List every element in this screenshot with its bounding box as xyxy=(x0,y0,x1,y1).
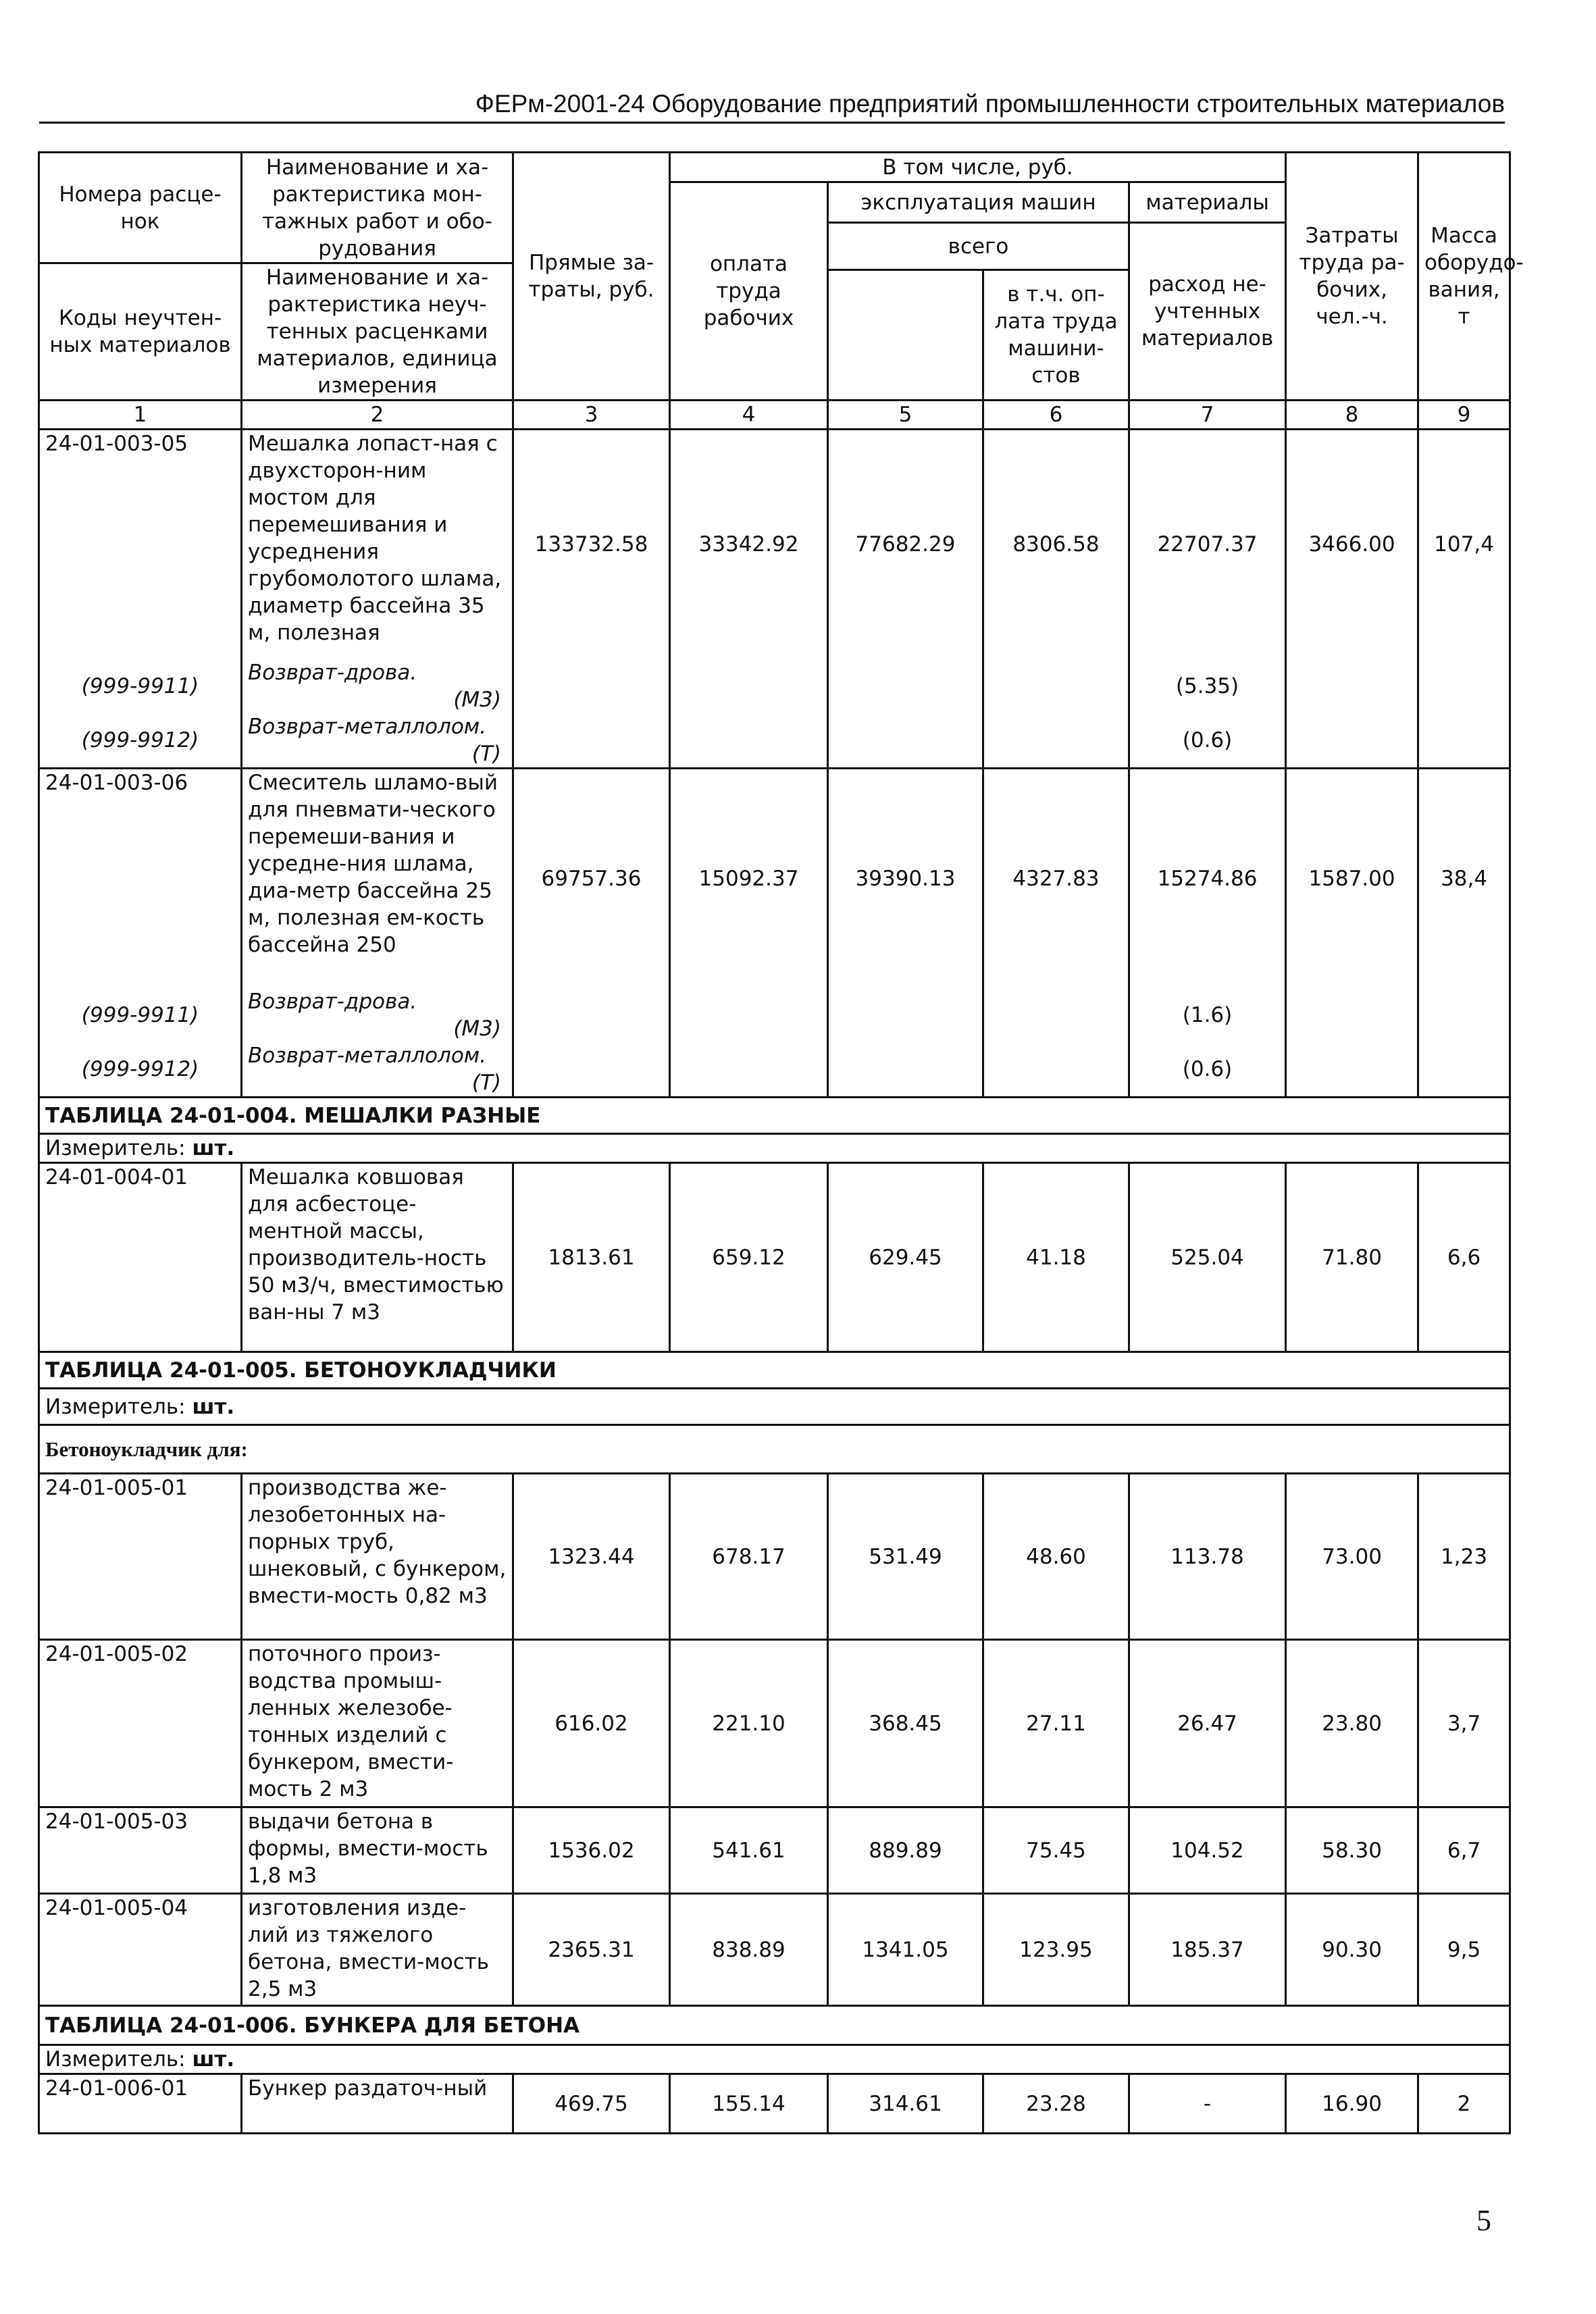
machines-total: 314.61 xyxy=(828,2074,983,2134)
equipment-mass: 38,4 xyxy=(1418,768,1510,988)
material-row xyxy=(39,659,1510,713)
colnum: 6 xyxy=(983,401,1129,430)
material-unit: (Т) xyxy=(471,741,501,766)
material-label: Возврат-металлолом. xyxy=(248,714,487,739)
th-machines: эксплуатация машин xyxy=(828,182,1129,223)
machinists-wages: 8306.58 xyxy=(983,430,1129,659)
measure-line xyxy=(39,1389,1510,1425)
material-name xyxy=(242,1042,513,1098)
rate-name: выдачи бетона в формы, вмести-мость 1,8 м3 xyxy=(242,1807,513,1894)
labor-hours: 1587.00 xyxy=(1286,768,1418,988)
material-row xyxy=(39,713,1510,769)
wages: 15092.37 xyxy=(670,768,828,988)
rate-name: производства же-лезобетонных на-порных труб, шнековый, с бункером, вмести-мость 0,82 м3 xyxy=(242,1474,513,1640)
materials: 22707.37 xyxy=(1129,430,1286,659)
wages: 221.10 xyxy=(670,1640,828,1807)
machines-total: 39390.13 xyxy=(828,768,983,988)
materials: 113.78 xyxy=(1129,1474,1286,1640)
material-unit: (М3) xyxy=(453,1017,501,1041)
table-row xyxy=(39,1640,1510,1807)
materials: 185.37 xyxy=(1129,1894,1286,2006)
material-unit: (Т) xyxy=(471,1071,501,1095)
machines-total: 1341.05 xyxy=(828,1894,983,2006)
measure-value: шт. xyxy=(192,2047,235,2072)
labor-hours: 16.90 xyxy=(1286,2074,1418,2134)
materials: 15274.86 xyxy=(1129,768,1286,988)
th-name-materials: Наименование и ха-рактеристика неуч-тенных расценками материалов, единица измерения xyxy=(242,263,513,401)
th-rate-numbers: Номера расце-нок xyxy=(39,153,242,263)
rate-name: поточного произ-водства промыш-ленных железобе-тонных изделий с бункером, вмести-мость 2 м3 xyxy=(242,1640,513,1807)
materials: 104.52 xyxy=(1129,1807,1286,1894)
table-row xyxy=(39,1163,1510,1352)
rate-code: 24-01-005-04 xyxy=(39,1894,242,2006)
measure-line xyxy=(39,1134,1510,1163)
colnum: 3 xyxy=(513,401,670,430)
measure-value: шт. xyxy=(192,1394,235,1419)
materials: - xyxy=(1129,2074,1286,2134)
table-row xyxy=(39,430,1510,659)
wages: 541.61 xyxy=(670,1807,828,1894)
th-total-sub xyxy=(828,270,983,401)
direct-costs: 69757.36 xyxy=(513,768,670,988)
material-code: (999-9912) xyxy=(39,1042,242,1098)
material-code: (999-9911) xyxy=(39,659,242,713)
labor-hours: 73.00 xyxy=(1286,1474,1418,1640)
machines-total: 629.45 xyxy=(828,1163,983,1352)
rate-name: Смеситель шламо-вый для пневмати-ческого перемеши-вания и усредне-ния шлама, диа-метр бассейна 25 м, полезная ем-кость бассейна 250 xyxy=(242,768,513,988)
material-consumption: (1.6) xyxy=(1129,988,1286,1042)
th-unmatched-codes: Коды неучтен-ных материалов xyxy=(39,263,242,401)
material-unit: (М3) xyxy=(453,687,501,712)
direct-costs: 1813.61 xyxy=(513,1163,670,1352)
material-label: Возврат-дрова. xyxy=(248,989,417,1014)
material-row xyxy=(39,988,1510,1042)
th-materials: материалы xyxy=(1129,182,1286,223)
th-direct-costs: Прямые за-траты, руб. xyxy=(513,153,670,401)
th-including: В том числе, руб. xyxy=(670,153,1286,182)
labor-hours: 58.30 xyxy=(1286,1807,1418,1894)
colnum: 5 xyxy=(828,401,983,430)
machinists-wages: 4327.83 xyxy=(983,768,1129,988)
wages: 33342.92 xyxy=(670,430,828,659)
wages: 678.17 xyxy=(670,1474,828,1640)
wages: 155.14 xyxy=(670,2074,828,2134)
colnum: 2 xyxy=(242,401,513,430)
measure-label: Измеритель: xyxy=(45,2047,186,2072)
rate-name: Мешалка ковшовая для асбестоце-ментной массы, производитель-ность 50 м3/ч, вместимостью ван-ны 7 м3 xyxy=(242,1163,513,1352)
table-row xyxy=(39,1474,1510,1640)
material-name xyxy=(242,988,513,1042)
th-name-works: Наименование и ха-рактеристика мон-тажных работ и обо-рудования xyxy=(242,153,513,263)
machinists-wages: 23.28 xyxy=(983,2074,1129,2134)
direct-costs: 1323.44 xyxy=(513,1474,670,1640)
page-number: 5 xyxy=(1476,2204,1491,2237)
direct-costs: 469.75 xyxy=(513,2074,670,2134)
material-code: (999-9911) xyxy=(39,988,242,1042)
running-header: ФЕРм-2001-24 Оборудование предприятий промышленности строительных материалов xyxy=(39,86,1505,124)
measure-value: шт. xyxy=(192,1136,235,1160)
machinists-wages: 41.18 xyxy=(983,1163,1129,1352)
material-consumption: (0.6) xyxy=(1129,1042,1286,1098)
rate-code: 24-01-006-01 xyxy=(39,2074,242,2134)
material-consumption: (0.6) xyxy=(1129,713,1286,769)
machinists-wages: 48.60 xyxy=(983,1474,1129,1640)
colnum: 9 xyxy=(1418,401,1510,430)
machinists-wages: 75.45 xyxy=(983,1807,1129,1894)
rate-code: 24-01-005-03 xyxy=(39,1807,242,1894)
labor-hours: 71.80 xyxy=(1286,1163,1418,1352)
table-title: ТАБЛИЦА 24-01-006. БУНКЕРА ДЛЯ БЕТОНА xyxy=(39,2006,1510,2045)
section-subtitle: Бетоноукладчик для: xyxy=(39,1425,1510,1474)
direct-costs: 2365.31 xyxy=(513,1894,670,2006)
equipment-mass: 107,4 xyxy=(1418,430,1510,659)
equipment-mass: 1,23 xyxy=(1418,1474,1510,1640)
table-row xyxy=(39,768,1510,988)
equipment-mass: 2 xyxy=(1418,2074,1510,2134)
table-row xyxy=(39,1894,1510,2006)
th-machinists: в т.ч. оп-лата труда машини-стов xyxy=(983,270,1129,401)
table-title: ТАБЛИЦА 24-01-005. БЕТОНОУКЛАДЧИКИ xyxy=(39,1352,1510,1389)
colnum: 7 xyxy=(1129,401,1286,430)
rates-table xyxy=(38,151,1524,2134)
rate-name: изготовления изде-лий из тяжелого бетона, вмести-мость 2,5 м3 xyxy=(242,1894,513,2006)
labor-hours: 23.80 xyxy=(1286,1640,1418,1807)
rate-name: Мешалка лопаст-ная с двухсторон-ним мостом для перемешивания и усреднения грубомолотого шлама, диаметр бассейна 35 м, полезная xyxy=(242,430,513,659)
measure-label: Измеритель: xyxy=(45,1136,186,1160)
th-total: всего xyxy=(828,223,1129,270)
rate-code: 24-01-003-05 xyxy=(39,430,242,659)
material-consumption: (5.35) xyxy=(1129,659,1286,713)
labor-hours: 3466.00 xyxy=(1286,430,1418,659)
materials: 525.04 xyxy=(1129,1163,1286,1352)
rate-code: 24-01-005-01 xyxy=(39,1474,242,1640)
measure-label: Измеритель: xyxy=(45,1394,186,1419)
rate-code: 24-01-003-06 xyxy=(39,768,242,988)
material-row xyxy=(39,1042,1510,1098)
th-unmatched-consumption: расход не-учтенных материалов xyxy=(1129,223,1286,401)
machines-total: 368.45 xyxy=(828,1640,983,1807)
direct-costs: 616.02 xyxy=(513,1640,670,1807)
th-mass: Масса оборудо-вания, т xyxy=(1418,153,1510,401)
wages: 659.12 xyxy=(670,1163,828,1352)
machines-total: 531.49 xyxy=(828,1474,983,1640)
wages: 838.89 xyxy=(670,1894,828,2006)
equipment-mass: 6,7 xyxy=(1418,1807,1510,1894)
rate-name: Бункер раздаточ-ный xyxy=(242,2074,513,2134)
measure-line xyxy=(39,2045,1510,2074)
th-wages: оплата труда рабочих xyxy=(670,182,828,401)
colnum: 4 xyxy=(670,401,828,430)
direct-costs: 133732.58 xyxy=(513,430,670,659)
table-row xyxy=(39,1807,1510,1894)
material-label: Возврат-металлолом. xyxy=(248,1044,487,1068)
machinists-wages: 27.11 xyxy=(983,1640,1129,1807)
equipment-mass: 6,6 xyxy=(1418,1163,1510,1352)
table-title: ТАБЛИЦА 24-01-004. МЕШАЛКИ РАЗНЫЕ xyxy=(39,1098,1510,1134)
material-name xyxy=(242,713,513,769)
material-label: Возврат-дрова. xyxy=(248,660,417,685)
machinists-wages: 123.95 xyxy=(983,1894,1129,2006)
th-labor: Затраты труда ра-бочих, чел.-ч. xyxy=(1286,153,1418,401)
machines-total: 77682.29 xyxy=(828,430,983,659)
machines-total: 889.89 xyxy=(828,1807,983,1894)
direct-costs: 1536.02 xyxy=(513,1807,670,1894)
material-name xyxy=(242,659,513,713)
equipment-mass: 3,7 xyxy=(1418,1640,1510,1807)
material-code: (999-9912) xyxy=(39,713,242,769)
rate-code: 24-01-005-02 xyxy=(39,1640,242,1807)
equipment-mass: 9,5 xyxy=(1418,1894,1510,2006)
table-row xyxy=(39,2074,1510,2134)
labor-hours: 90.30 xyxy=(1286,1894,1418,2006)
rate-code: 24-01-004-01 xyxy=(39,1163,242,1352)
colnum: 8 xyxy=(1286,401,1418,430)
colnum: 1 xyxy=(39,401,242,430)
materials: 26.47 xyxy=(1129,1640,1286,1807)
